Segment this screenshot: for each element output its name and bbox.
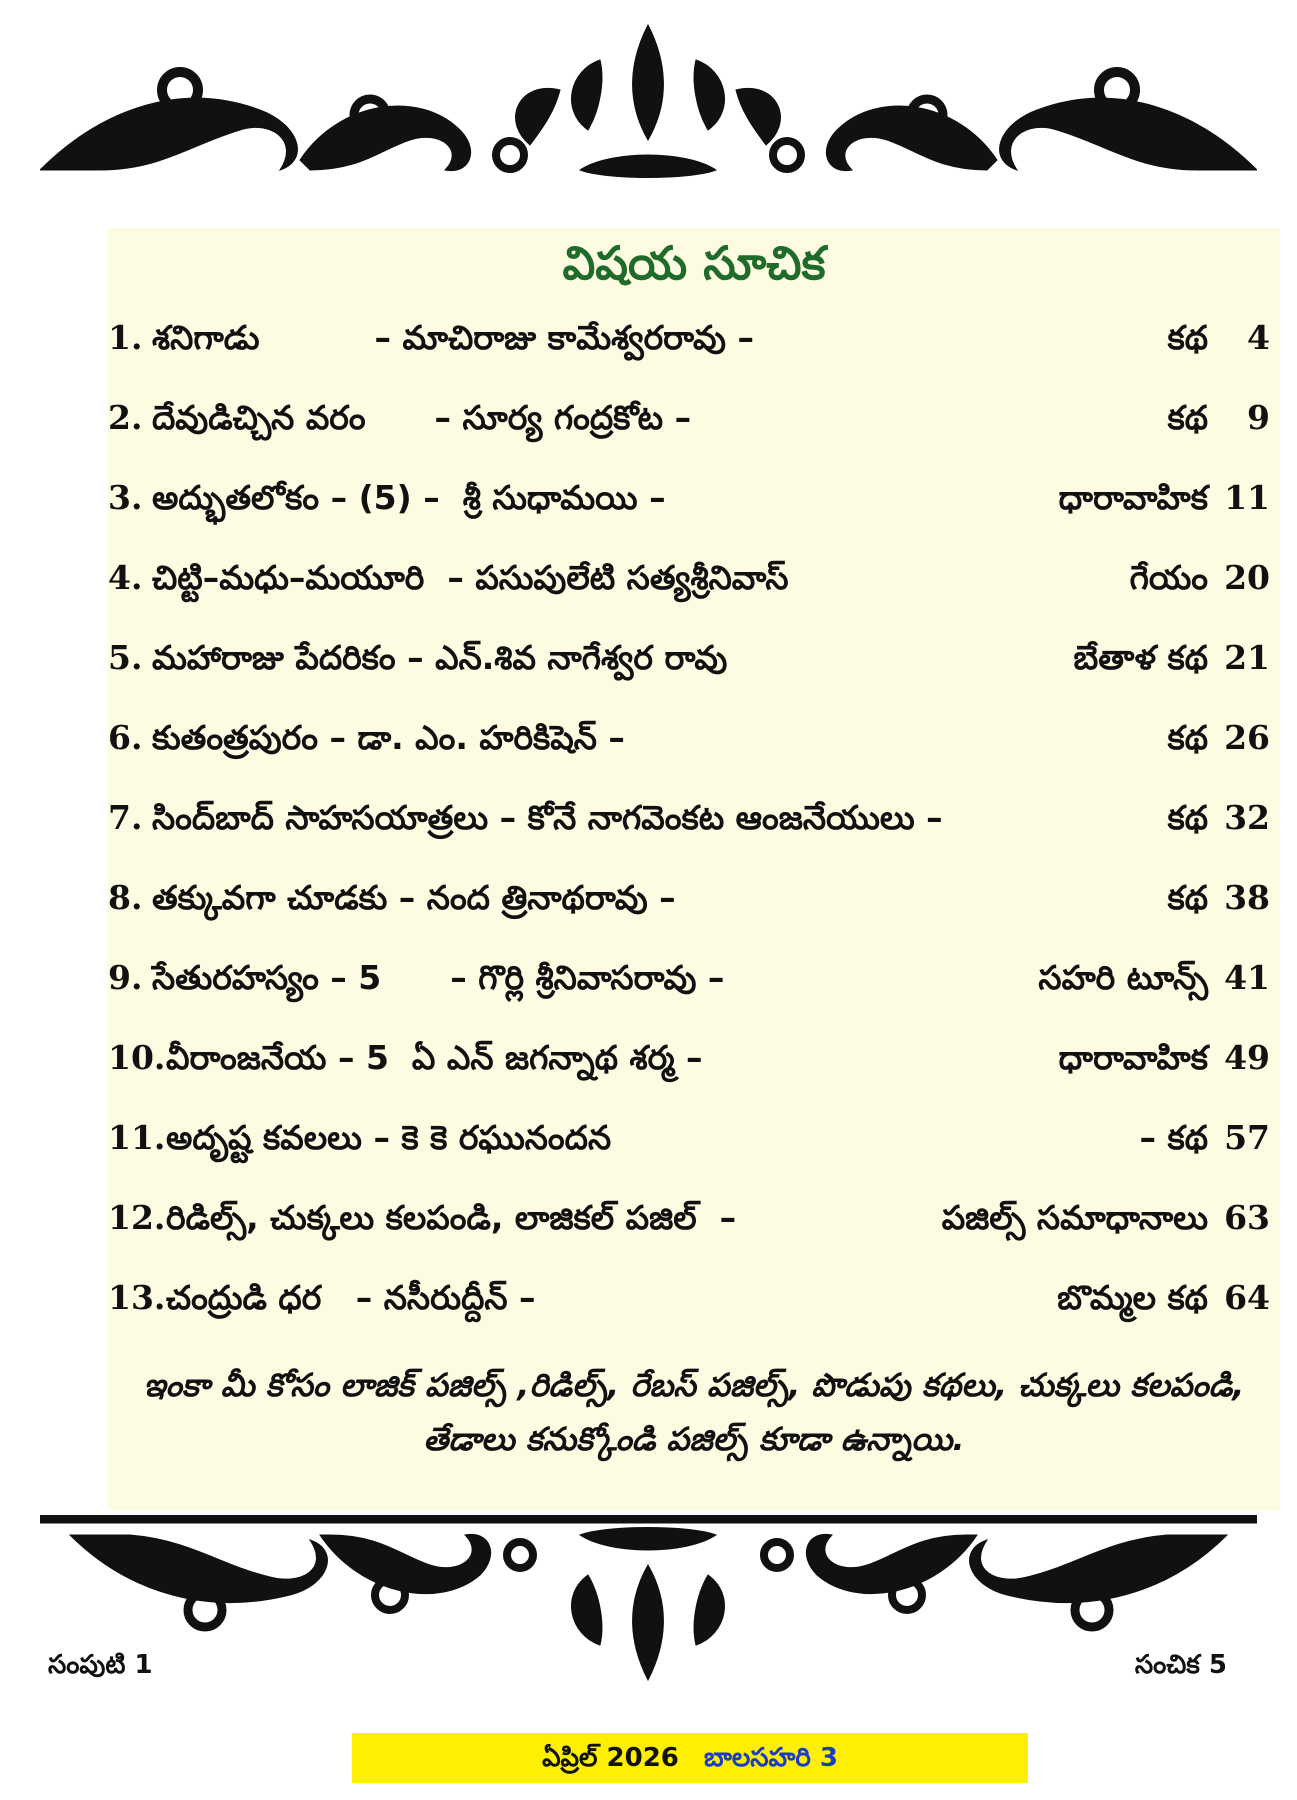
- toc-item-author: – కోనే నాగవెంకట ఆంజనేయులు –: [499, 798, 943, 837]
- toc-item-author: –: [719, 1198, 737, 1237]
- toc-row-7[interactable]: [108, 778, 1280, 858]
- toc-number: 9.: [108, 958, 143, 997]
- toc-item-author: – నంద త్రినాథరావు –: [398, 878, 676, 917]
- toc-item-title: అద్భుతలోకం – (5) –: [152, 478, 440, 517]
- toc-item-title: శనిగాడు: [152, 318, 260, 357]
- toc-item-author: – కె కె రఘునందన: [373, 1118, 612, 1157]
- toc-item-page: 11: [1224, 478, 1270, 517]
- toc-number: 7.: [108, 798, 143, 837]
- toc-number: 12.: [108, 1198, 166, 1237]
- toc-item-title: చంద్రుడి ధర: [166, 1278, 322, 1317]
- toc-item-page: 32: [1224, 798, 1270, 837]
- toc-title: విషయ సూచిక: [562, 236, 826, 290]
- toc-item-category: బేతాళ కథ: [1073, 638, 1208, 677]
- toc-row-5[interactable]: [108, 618, 1280, 698]
- toc-item-category: ధారావాహిక: [1058, 478, 1208, 517]
- toc-number: 3.: [108, 478, 143, 517]
- toc-item-page: 64: [1224, 1278, 1270, 1317]
- toc-item-title: రిడిల్స్, చుక్కలు కలపండి, లాజికల్ పజిల్: [166, 1198, 697, 1237]
- toc-number: 13.: [108, 1278, 166, 1317]
- toc-row-12[interactable]: [108, 1178, 1280, 1258]
- toc-row-2[interactable]: [108, 378, 1280, 458]
- toc-item-author: శ్రీ సుధామయి –: [462, 478, 666, 517]
- toc-item-category: – కథ: [1139, 1118, 1208, 1157]
- toc-item-category: గేయం: [1129, 558, 1208, 597]
- toc-item-page: 26: [1224, 718, 1270, 757]
- toc-item-page: 49: [1224, 1038, 1270, 1077]
- toc-item-author: – సూర్య గంద్రకోట –: [434, 398, 692, 437]
- toc-item-category: పజిల్స్ సమాధానాలు: [941, 1198, 1208, 1237]
- toc-row-8[interactable]: [108, 858, 1280, 938]
- toc-item-title: చిట్టి–మధు–మయూరి: [152, 558, 425, 597]
- top-ornament: [40, 20, 1257, 195]
- toc-item-author: ఏ ఎన్ జగన్నాథ శర్మ –: [411, 1038, 703, 1077]
- toc-item-page: 9: [1247, 398, 1270, 437]
- toc-item-title: సేతురహస్యం – 5: [152, 958, 382, 997]
- toc-item-author: – డా. ఎం. హరికిషెన్ –: [329, 718, 625, 757]
- toc-item-author: – ఎన్.శివ నాగేశ్వర రావు: [407, 638, 728, 677]
- toc-item-page: 21: [1224, 638, 1270, 677]
- toc-row-3[interactable]: [108, 458, 1280, 538]
- toc-item-category: సహరి టూన్స్: [1038, 958, 1208, 997]
- footer-bar: [352, 1733, 1028, 1783]
- toc-number: 10.: [108, 1038, 166, 1077]
- toc-item-author: – పసుపులేటి సత్యశ్రీనివాస్: [447, 558, 789, 597]
- footer-month-year: ఏప్రిల్ 2026: [542, 1743, 679, 1773]
- toc-item-page: 41: [1224, 958, 1270, 997]
- toc-number: 6.: [108, 718, 143, 757]
- toc-number: 11.: [108, 1118, 166, 1157]
- toc-row-1[interactable]: [108, 298, 1280, 378]
- toc-item-title: మహారాజు పేదరికం: [152, 638, 396, 677]
- toc-item-title: దేవుడిచ్చిన వరం: [152, 398, 366, 437]
- toc-item-title: తక్కువగా చూడకు: [152, 878, 388, 917]
- toc-number: 8.: [108, 878, 143, 917]
- toc-item-category: ధారావాహిక: [1058, 1038, 1208, 1077]
- toc-item-title: కుతంత్రపురం: [152, 718, 318, 757]
- toc-item-category: బొమ్మల కథ: [1057, 1278, 1208, 1317]
- toc-number: 1.: [108, 318, 143, 357]
- toc-number: 2.: [108, 398, 143, 437]
- toc-item-category: కథ: [1167, 318, 1208, 357]
- toc-item-page: 20: [1224, 558, 1270, 597]
- bottom-ornament: [40, 1515, 1257, 1685]
- issue-label: సంచిక 5: [1134, 1650, 1227, 1680]
- toc-row-11[interactable]: [108, 1098, 1280, 1178]
- toc-item-author: – మాచిరాజు కామేశ్వరరావు –: [374, 318, 754, 357]
- toc-panel: [108, 228, 1280, 1510]
- toc-item-title: వీరాంజనేయ – 5: [166, 1038, 389, 1077]
- toc-row-13[interactable]: [108, 1258, 1280, 1338]
- toc-row-9[interactable]: [108, 938, 1280, 1018]
- toc-item-category: కథ: [1167, 398, 1208, 437]
- toc-item-category: కథ: [1167, 718, 1208, 757]
- toc-item-title: సింద్‌బాద్ సాహసయాత్రలు: [152, 798, 489, 837]
- footer-magazine: బాలసహరి 3: [703, 1743, 838, 1773]
- toc-item-page: 4: [1247, 318, 1270, 357]
- toc-item-author: – నసీరుద్దీన్ –: [355, 1278, 536, 1317]
- toc-row-4[interactable]: [108, 538, 1280, 618]
- toc-note: ఇంకా మీ కోసం లాజిక్ పజిల్స్ ,రిడిల్స్, రేబస్ పజిల్స్, పొడుపు కథలు, చుక్కలు కలపండి, తేడాలు కనుక్కోండి పజిల్స్ కూడా ఉన్నాయి.: [143, 1366, 1245, 1458]
- toc-item-author: – గొర్లి శ్రీనివాసరావు –: [450, 958, 725, 997]
- toc-row-6[interactable]: [108, 698, 1280, 778]
- toc-item-category: కథ: [1167, 798, 1208, 837]
- volume-label: సంపుటి 1: [48, 1650, 153, 1680]
- toc-item-page: 38: [1224, 878, 1270, 917]
- toc-number: 5.: [108, 638, 143, 677]
- toc-number: 4.: [108, 558, 143, 597]
- toc-item-page: 63: [1224, 1198, 1270, 1237]
- toc-item-page: 57: [1224, 1118, 1270, 1157]
- toc-item-title: అదృష్ట కవలలు: [166, 1118, 362, 1157]
- toc-list: [108, 298, 1280, 1338]
- toc-item-category: కథ: [1167, 878, 1208, 917]
- toc-row-10[interactable]: [108, 1018, 1280, 1098]
